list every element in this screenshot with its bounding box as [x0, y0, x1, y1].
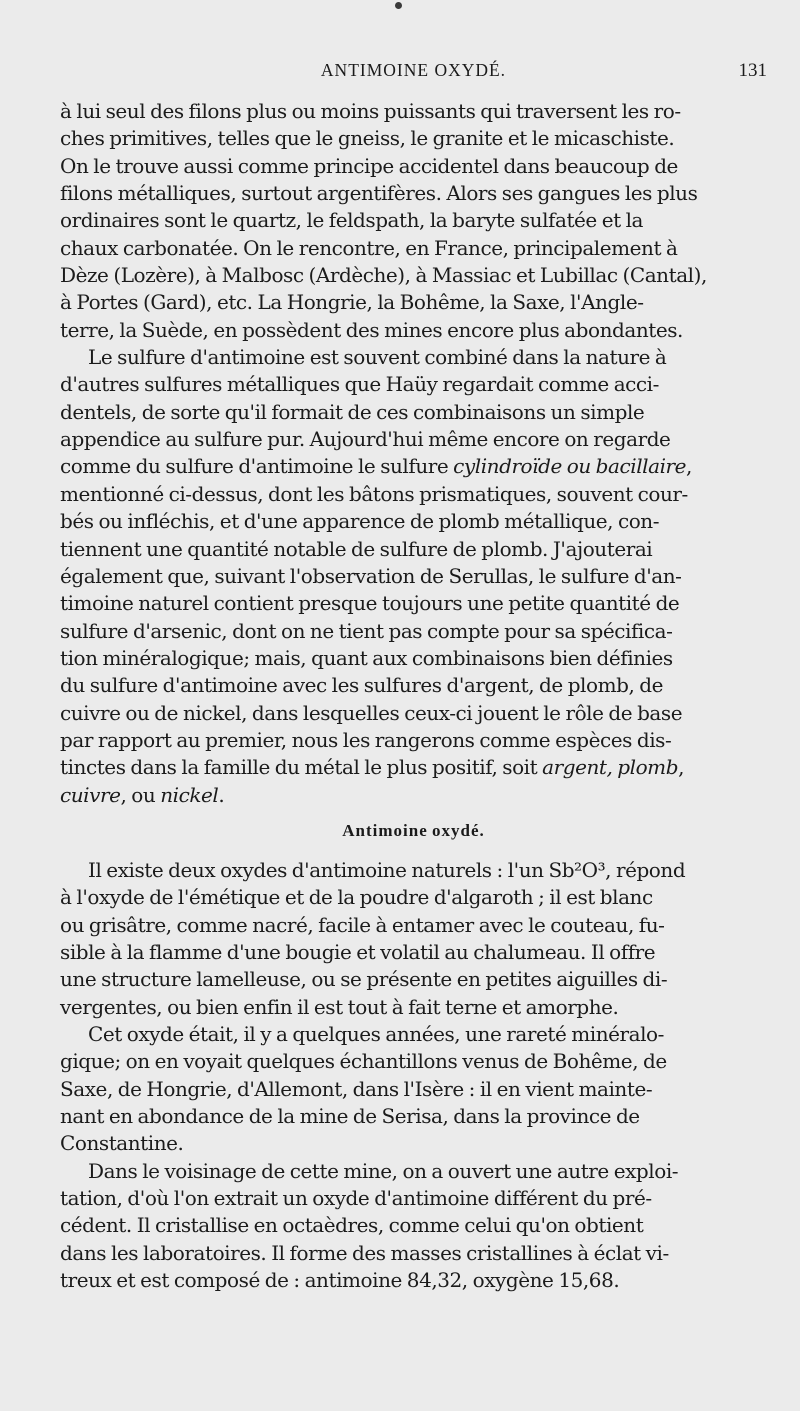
- text-line: tinctes dans la famille du métal le plus positif, soit argent, plomb,: [60, 755, 684, 780]
- text-line: à l'oxyde de l'émétique et de la poudre d'algaroth ; il est blanc: [60, 885, 653, 910]
- text-line: tion minéralogique; mais, quant aux combinaisons bien définies: [60, 645, 673, 670]
- paragraph-3: [60, 857, 767, 1021]
- section-title: Antimoine oxydé.: [342, 820, 485, 840]
- text-line: dans les laboratoires. Il forme des masses cristallines à éclat vi-: [60, 1240, 669, 1265]
- text-line: chaux carbonatée. On le rencontre, en France, principalement à: [60, 235, 678, 260]
- text-line: sible à la flamme d'une bougie et volatil au chalumeau. Il offre: [60, 939, 656, 964]
- text-line: Constantine.: [60, 1131, 184, 1156]
- text-line: Saxe, de Hongrie, d'Allemont, dans l'Isère : il en vient mainte-: [60, 1076, 653, 1101]
- text-line: vergentes, ou bien enfin il est tout à fait terne et amorphe.: [60, 994, 619, 1019]
- text-line: ches primitives, telles que le gneiss, le granite et le micaschiste.: [60, 126, 675, 151]
- ink-dot: [395, 2, 402, 9]
- header-title: ANTIMOINE OXYDÉ.: [320, 60, 507, 80]
- text-line: nant en abondance de la mine de Serisa, dans la province de: [60, 1104, 640, 1129]
- text-line: filons métalliques, surtout argentifères. Alors ses gangues les plus: [60, 181, 698, 206]
- text-line: gique; on en voyait quelques échantillons venus de Bohême, de: [60, 1049, 667, 1074]
- text-line: sulfure d'arsenic, dont on ne tient pas compte pour sa spécifica-: [60, 618, 673, 643]
- text-line: On le trouve aussi comme principe accidentel dans beaucoup de: [60, 153, 678, 178]
- text-line: par rapport au premier, nous les rangerons comme espèces dis-: [60, 727, 672, 752]
- running-header: [60, 60, 767, 90]
- text-line: d'autres sulfures métalliques que Haüy regardait comme acci-: [60, 372, 659, 397]
- text-line: cuivre ou de nickel, dans lesquelles ceux-ci jouent le rôle de base: [60, 700, 683, 725]
- text-line: terre, la Suède, en possèdent des mines encore plus abondantes.: [60, 317, 683, 342]
- paragraph-5: [60, 1158, 767, 1295]
- paragraph-1: [60, 98, 767, 344]
- text-line: Il existe deux oxydes d'antimoine naturels : l'un Sb²O³, répond: [88, 857, 686, 882]
- text-line: Dèze (Lozère), à Malbosc (Ardèche), à Massiac et Lubillac (Cantal),: [60, 263, 707, 288]
- text-line: ou grisâtre, comme nacré, facile à entamer avec le couteau, fu-: [60, 912, 665, 937]
- body-text: [60, 98, 767, 1294]
- text-line: comme du sulfure d'antimoine le sulfure cylindroïde ou bacillaire,: [60, 454, 692, 479]
- text-line: ordinaires sont le quartz, le feldspath, la baryte sulfatée et la: [60, 208, 644, 233]
- text-line: à Portes (Gard), etc. La Hongrie, la Bohême, la Saxe, l'Angle-: [60, 290, 644, 315]
- text-line: cédent. Il cristallise en octaèdres, comme celui qu'on obtient: [60, 1213, 644, 1238]
- text-line: également que, suivant l'observation de Serullas, le sulfure d'an-: [60, 563, 682, 588]
- paragraph-2: [60, 344, 767, 809]
- text-line: treux et est composé de : antimoine 84,32, oxygène 15,68.: [60, 1268, 620, 1293]
- text-line: mentionné ci-dessus, dont les bâtons prismatiques, souvent cour-: [60, 481, 688, 506]
- text-line: à lui seul des filons plus ou moins puissants qui traversent les ro-: [60, 99, 681, 123]
- text-line: timoine naturel contient presque toujours une petite quantité de: [60, 591, 680, 616]
- text-line: bés ou infléchis, et d'une apparence de plomb métallique, con-: [60, 509, 660, 534]
- text-line: Dans le voisinage de cette mine, on a ouvert une autre exploi-: [88, 1158, 679, 1183]
- text-line: Le sulfure d'antimoine est souvent combiné dans la nature à: [88, 345, 667, 370]
- text-line: Cet oxyde était, il y a quelques années, une rareté minéralo-: [88, 1022, 664, 1046]
- text-line: du sulfure d'antimoine avec les sulfures d'argent, de plomb, de: [60, 673, 664, 698]
- text-line: une structure lamelleuse, ou se présente en petites aiguilles di-: [60, 967, 668, 992]
- text-line: dentels, de sorte qu'il formait de ces combinaisons un simple: [60, 399, 645, 424]
- page-number: 131: [738, 60, 767, 81]
- text-line: tation, d'où l'on extrait un oxyde d'antimoine différent du pré-: [60, 1186, 652, 1211]
- text-line: appendice au sulfure pur. Aujourd'hui même encore on regarde: [60, 427, 671, 452]
- paragraph-4: [60, 1021, 767, 1158]
- text-line: cuivre, ou nickel.: [60, 782, 225, 807]
- text-line: tiennent une quantité notable de sulfure de plomb. J'ajouterai: [60, 536, 653, 561]
